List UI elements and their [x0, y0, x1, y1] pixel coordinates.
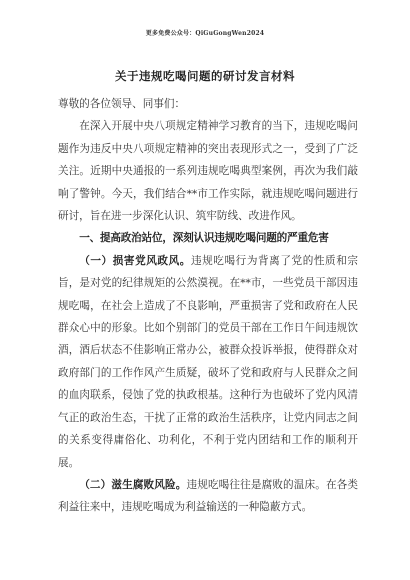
point-text-1: 违规吃喝行为背离了党的性质和宗旨，是对党的纪律规矩的公然漠视。在**市，一些党员干部因违规吃喝，在社会上造成了不良影响，严重损害了党和政府在人民群众心中的形象。比如个别部门的党员干部在工作日午间违规饮酒，酒后状态不佳影响正常办公，被群众投诉举报，使得群众对政府部门的工作作风产生质疑，破坏了党和政府与人民群众之间的血肉联系，侵蚀了党的执政根基。这种行为也破坏了党内风清气正的政治生态，干扰了正常的政治生活秩序，让党内同志之间的关系变得庸俗化、功利化，不利于党内团结和工作的顺利开展。	[58, 254, 359, 469]
document-body	[58, 93, 358, 519]
point-paragraph-2	[58, 474, 358, 519]
header-note: 更多免费公众号：QiGuGongWen2024	[145, 30, 265, 37]
point-paragraph-1	[58, 250, 358, 474]
section-heading-1: 一、提高政治站位，深刻认识违规吃喝问题的严重危害	[79, 232, 329, 245]
point-label-1: （一）损害党风政风。	[79, 254, 191, 267]
document-title: 关于违规吃喝问题的研讨发言材料	[115, 69, 295, 83]
point-text-2: 违规吃喝往往是腐败的温床。在各类利益往来中，违规吃喝成为利益输送的一种隐蔽方式。	[58, 478, 359, 514]
salutation: 尊敬的各位领导、同事们：	[58, 98, 186, 110]
intro-paragraph: 在深入开展中央八项规定精神学习教育的当下，违规吃喝问题作为违反中央八项规定精神的突出表现形式之一，受到了广泛关注。近期中央通报的一系列违规吃喝典型案例，再次为我们敲响了警钟。今天，我们结合**市工作实际，就违规吃喝问题进行研讨，旨在进一步深化认识、筑牢防线、改进作风。	[58, 120, 358, 223]
point-label-2: （二）滋生腐败风险。	[79, 478, 187, 491]
